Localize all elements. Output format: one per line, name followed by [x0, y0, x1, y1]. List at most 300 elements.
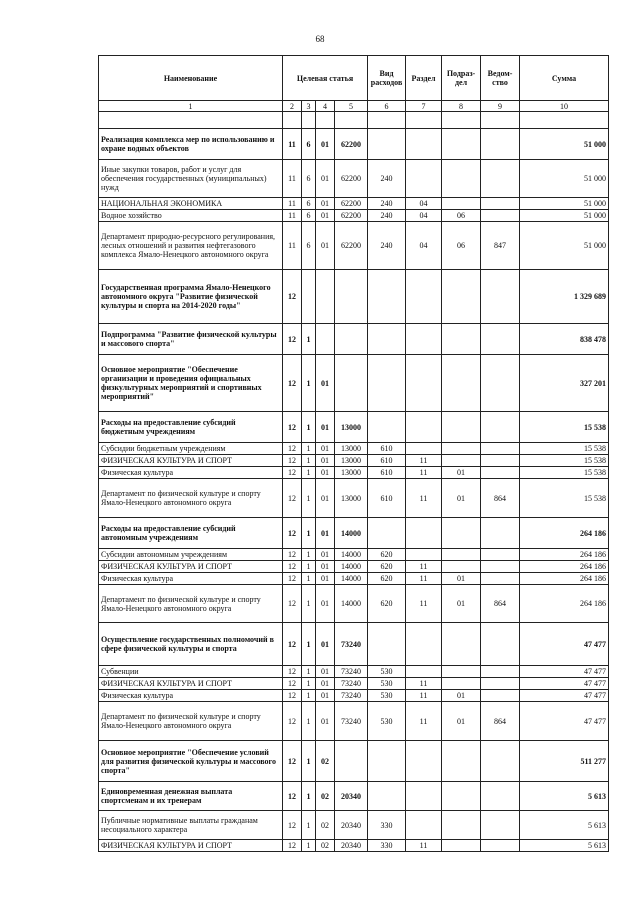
table-row	[99, 840, 609, 852]
section-cell: 11	[406, 702, 442, 741]
expense-type-cell	[368, 782, 406, 811]
target-code-cell: 01	[316, 666, 335, 678]
sum-cell: 327 201	[520, 355, 609, 412]
dept-cell: 864	[481, 479, 520, 518]
target-code-cell: 01	[316, 690, 335, 702]
sum-cell: 47 477	[520, 702, 609, 741]
table-row	[99, 782, 609, 811]
expense-type-cell	[368, 518, 406, 549]
target-code-cell: 73240	[335, 690, 368, 702]
target-code-cell: 01	[316, 479, 335, 518]
index-cell: 5	[335, 101, 368, 112]
dept-cell	[481, 573, 520, 585]
sum-cell: 264 186	[520, 573, 609, 585]
dept-cell: 847	[481, 222, 520, 270]
row-name-cell: Физическая культура	[99, 467, 283, 479]
target-code-cell: 01	[316, 160, 335, 198]
section-cell	[406, 270, 442, 324]
col-header-sum: Сумма	[520, 56, 609, 101]
target-code-cell: 01	[316, 210, 335, 222]
section-cell	[406, 666, 442, 678]
header-row	[99, 56, 609, 101]
subsection-cell	[442, 666, 481, 678]
section-cell	[406, 741, 442, 782]
target-code-cell: 1	[302, 518, 316, 549]
expense-type-cell	[368, 355, 406, 412]
target-code-cell: 6	[302, 129, 316, 160]
subsection-cell: 06	[442, 210, 481, 222]
expense-type-cell	[368, 741, 406, 782]
target-code-cell: 12	[283, 666, 302, 678]
expense-type-cell: 240	[368, 222, 406, 270]
row-name-cell: Расходы на предоставление субсидий бюджетным учреждениям	[99, 412, 283, 443]
target-code-cell: 13000	[335, 412, 368, 443]
expense-type-cell: 240	[368, 160, 406, 198]
col-header-section: Раздел	[406, 56, 442, 101]
row-name-cell: Публичные нормативные выплаты гражданам несоциального характера	[99, 811, 283, 840]
table-row	[99, 270, 609, 324]
target-code-cell	[335, 355, 368, 412]
row-name-cell: Физическая культура	[99, 573, 283, 585]
sum-cell: 838 478	[520, 324, 609, 355]
section-cell: 04	[406, 222, 442, 270]
table-row	[99, 160, 609, 198]
col-header-dept: Ведом-ство	[481, 56, 520, 101]
expense-type-cell: 330	[368, 811, 406, 840]
target-code-cell: 02	[316, 840, 335, 852]
table-body	[99, 129, 609, 852]
table-row	[99, 222, 609, 270]
target-code-cell: 1	[302, 324, 316, 355]
target-code-cell: 01	[316, 129, 335, 160]
sum-cell: 51 000	[520, 210, 609, 222]
table-row	[99, 573, 609, 585]
subsection-cell	[442, 129, 481, 160]
sum-cell: 15 538	[520, 455, 609, 467]
dept-cell: 864	[481, 702, 520, 741]
dept-cell	[481, 467, 520, 479]
target-code-cell	[316, 324, 335, 355]
table-row	[99, 811, 609, 840]
sum-cell: 47 477	[520, 678, 609, 690]
target-code-cell: 62200	[335, 210, 368, 222]
row-name-cell: Департамент по физической культуре и спорту Ямало-Ненецкого автономного округа	[99, 585, 283, 623]
target-code-cell: 11	[283, 210, 302, 222]
section-cell: 11	[406, 585, 442, 623]
index-cell: 10	[520, 101, 609, 112]
dept-cell	[481, 549, 520, 561]
sum-cell: 264 186	[520, 561, 609, 573]
dept-cell	[481, 666, 520, 678]
target-code-cell: 01	[316, 702, 335, 741]
section-cell: 11	[406, 561, 442, 573]
sum-cell: 51 000	[520, 198, 609, 210]
subsection-cell	[442, 455, 481, 467]
target-code-cell: 1	[302, 479, 316, 518]
target-code-cell	[335, 741, 368, 782]
table-row	[99, 518, 609, 549]
section-cell	[406, 324, 442, 355]
target-code-cell: 12	[283, 549, 302, 561]
target-code-cell: 73240	[335, 702, 368, 741]
target-code-cell: 12	[283, 455, 302, 467]
subsection-cell	[442, 198, 481, 210]
sum-cell: 5 613	[520, 782, 609, 811]
index-cell: 3	[302, 101, 316, 112]
target-code-cell	[316, 270, 335, 324]
sum-cell: 264 186	[520, 518, 609, 549]
target-code-cell: 11	[283, 160, 302, 198]
target-code-cell: 12	[283, 479, 302, 518]
index-cell: 7	[406, 101, 442, 112]
row-name-cell: Субсидии бюджетным учреждениям	[99, 443, 283, 455]
dept-cell	[481, 561, 520, 573]
target-code-cell: 14000	[335, 573, 368, 585]
expense-type-cell: 610	[368, 443, 406, 455]
section-cell: 04	[406, 210, 442, 222]
dept-cell	[481, 840, 520, 852]
target-code-cell: 01	[316, 549, 335, 561]
target-code-cell: 1	[302, 443, 316, 455]
col-header-expense: Вид расходов	[368, 56, 406, 101]
sum-cell: 15 538	[520, 467, 609, 479]
target-code-cell: 01	[316, 585, 335, 623]
col-header-name: Наименование	[99, 56, 283, 101]
target-code-cell: 6	[302, 210, 316, 222]
table-row	[99, 623, 609, 666]
row-name-cell: ФИЗИЧЕСКАЯ КУЛЬТУРА И СПОРТ	[99, 840, 283, 852]
table-row	[99, 678, 609, 690]
target-code-cell: 01	[316, 355, 335, 412]
sum-cell: 1 329 689	[520, 270, 609, 324]
section-cell: 11	[406, 690, 442, 702]
target-code-cell: 12	[283, 324, 302, 355]
dept-cell	[481, 455, 520, 467]
target-code-cell: 1	[302, 585, 316, 623]
subsection-cell	[442, 741, 481, 782]
subsection-cell	[442, 518, 481, 549]
row-name-cell: Водное хозяйство	[99, 210, 283, 222]
section-cell: 04	[406, 198, 442, 210]
section-cell: 11	[406, 479, 442, 518]
row-name-cell: Субвенции	[99, 666, 283, 678]
section-cell	[406, 160, 442, 198]
target-code-cell: 1	[302, 561, 316, 573]
target-code-cell: 14000	[335, 549, 368, 561]
target-code-cell: 01	[316, 678, 335, 690]
table-row	[99, 443, 609, 455]
row-name-cell: НАЦИОНАЛЬНАЯ ЭКОНОМИКА	[99, 198, 283, 210]
target-code-cell: 01	[316, 518, 335, 549]
dept-cell	[481, 270, 520, 324]
target-code-cell: 14000	[335, 518, 368, 549]
dept-cell	[481, 324, 520, 355]
target-code-cell: 12	[283, 811, 302, 840]
row-name-cell: Подпрограмма "Развитие физической культуры и массового спорта"	[99, 324, 283, 355]
target-code-cell: 6	[302, 160, 316, 198]
section-cell	[406, 811, 442, 840]
target-code-cell: 73240	[335, 666, 368, 678]
dept-cell	[481, 198, 520, 210]
expense-type-cell: 530	[368, 702, 406, 741]
expense-type-cell	[368, 270, 406, 324]
target-code-cell: 12	[283, 782, 302, 811]
expense-type-cell: 330	[368, 840, 406, 852]
dept-cell: 864	[481, 585, 520, 623]
target-code-cell: 01	[316, 455, 335, 467]
subsection-cell: 01	[442, 585, 481, 623]
dept-cell	[481, 741, 520, 782]
dept-cell	[481, 443, 520, 455]
row-name-cell: Основное мероприятие "Обеспечение условий для развития физической культуры и массового спорта"	[99, 741, 283, 782]
section-cell: 11	[406, 455, 442, 467]
spacer-row	[99, 112, 609, 129]
target-code-cell: 12	[283, 690, 302, 702]
target-code-cell: 73240	[335, 623, 368, 666]
dept-cell	[481, 811, 520, 840]
row-name-cell: Иные закупки товаров, работ и услуг для обеспечения государственных (муниципальных) нужд	[99, 160, 283, 198]
subsection-cell	[442, 270, 481, 324]
target-code-cell: 1	[302, 811, 316, 840]
index-cell: 6	[368, 101, 406, 112]
section-cell	[406, 623, 442, 666]
target-code-cell: 01	[316, 412, 335, 443]
target-code-cell: 12	[283, 412, 302, 443]
sum-cell: 47 477	[520, 690, 609, 702]
subsection-cell	[442, 782, 481, 811]
sum-cell: 47 477	[520, 623, 609, 666]
section-cell: 11	[406, 840, 442, 852]
target-code-cell: 1	[302, 702, 316, 741]
expense-type-cell: 610	[368, 455, 406, 467]
target-code-cell: 1	[302, 840, 316, 852]
target-code-cell: 12	[283, 741, 302, 782]
index-cell: 1	[99, 101, 283, 112]
target-code-cell: 11	[283, 129, 302, 160]
subsection-cell	[442, 811, 481, 840]
subsection-cell: 01	[442, 690, 481, 702]
sum-cell: 47 477	[520, 666, 609, 678]
dept-cell	[481, 782, 520, 811]
subsection-cell: 01	[442, 573, 481, 585]
row-name-cell: ФИЗИЧЕСКАЯ КУЛЬТУРА И СПОРТ	[99, 678, 283, 690]
target-code-cell: 13000	[335, 443, 368, 455]
target-code-cell: 12	[283, 561, 302, 573]
target-code-cell: 12	[283, 702, 302, 741]
target-code-cell: 12	[283, 678, 302, 690]
section-cell	[406, 412, 442, 443]
sum-cell: 5 613	[520, 840, 609, 852]
target-code-cell: 1	[302, 355, 316, 412]
section-cell	[406, 782, 442, 811]
budget-table	[98, 55, 609, 852]
index-row	[99, 101, 609, 112]
target-code-cell: 6	[302, 198, 316, 210]
sum-cell: 51 000	[520, 222, 609, 270]
expense-type-cell: 620	[368, 549, 406, 561]
expense-type-cell: 610	[368, 479, 406, 518]
row-name-cell: Государственная программа Ямало-Ненецкого автономного округа "Развитие физической культуры и спорта на 2014-2020 годы"	[99, 270, 283, 324]
row-name-cell: Расходы на предоставление субсидий автономным учреждениям	[99, 518, 283, 549]
section-cell: 11	[406, 678, 442, 690]
table-row	[99, 198, 609, 210]
target-code-cell: 13000	[335, 467, 368, 479]
subsection-cell: 06	[442, 222, 481, 270]
table-row	[99, 129, 609, 160]
expense-type-cell	[368, 412, 406, 443]
sum-cell: 264 186	[520, 549, 609, 561]
target-code-cell: 12	[283, 355, 302, 412]
target-code-cell: 12	[283, 467, 302, 479]
subsection-cell	[442, 412, 481, 443]
expense-type-cell: 530	[368, 666, 406, 678]
target-code-cell: 62200	[335, 129, 368, 160]
index-cell: 4	[316, 101, 335, 112]
target-code-cell: 12	[283, 443, 302, 455]
sum-cell: 51 000	[520, 129, 609, 160]
subsection-cell	[442, 324, 481, 355]
target-code-cell: 1	[302, 690, 316, 702]
target-code-cell: 12	[283, 518, 302, 549]
section-cell	[406, 549, 442, 561]
target-code-cell: 1	[302, 678, 316, 690]
target-code-cell: 62200	[335, 160, 368, 198]
target-code-cell: 1	[302, 455, 316, 467]
target-code-cell: 62200	[335, 222, 368, 270]
target-code-cell: 11	[283, 222, 302, 270]
table-row	[99, 355, 609, 412]
target-code-cell	[335, 270, 368, 324]
target-code-cell: 1	[302, 782, 316, 811]
dept-cell	[481, 518, 520, 549]
target-code-cell: 12	[283, 585, 302, 623]
target-code-cell: 20340	[335, 840, 368, 852]
subsection-cell	[442, 355, 481, 412]
target-code-cell: 13000	[335, 455, 368, 467]
index-cell: 8	[442, 101, 481, 112]
col-header-subsection: Подраз-дел	[442, 56, 481, 101]
target-code-cell: 01	[316, 222, 335, 270]
table-row	[99, 467, 609, 479]
row-name-cell: Департамент природно-ресурсного регулирования, лесных отношений и развития нефтегазового комплекса Ямало-Ненецкого автономного округа	[99, 222, 283, 270]
target-code-cell: 02	[316, 811, 335, 840]
subsection-cell: 01	[442, 479, 481, 518]
row-name-cell: Осуществление государственных полномочий в сфере физической культуры и спорта	[99, 623, 283, 666]
dept-cell	[481, 160, 520, 198]
target-code-cell: 12	[283, 623, 302, 666]
target-code-cell: 1	[302, 549, 316, 561]
target-code-cell: 1	[302, 741, 316, 782]
table-row	[99, 324, 609, 355]
table-row	[99, 741, 609, 782]
table-row	[99, 479, 609, 518]
target-code-cell: 1	[302, 573, 316, 585]
target-code-cell: 62200	[335, 198, 368, 210]
expense-type-cell: 620	[368, 561, 406, 573]
target-code-cell: 02	[316, 782, 335, 811]
sum-cell: 15 538	[520, 479, 609, 518]
section-cell: 11	[406, 467, 442, 479]
subsection-cell	[442, 840, 481, 852]
target-code-cell: 11	[283, 198, 302, 210]
section-cell	[406, 129, 442, 160]
target-code-cell: 20340	[335, 782, 368, 811]
expense-type-cell	[368, 623, 406, 666]
subsection-cell	[442, 549, 481, 561]
target-code-cell	[302, 270, 316, 324]
row-name-cell: Физическая культура	[99, 690, 283, 702]
table-row	[99, 561, 609, 573]
row-name-cell: Субсидии автономным учреждениям	[99, 549, 283, 561]
sum-cell: 511 277	[520, 741, 609, 782]
target-code-cell: 1	[302, 666, 316, 678]
subsection-cell	[442, 623, 481, 666]
subsection-cell: 01	[442, 467, 481, 479]
section-cell	[406, 518, 442, 549]
target-code-cell: 12	[283, 840, 302, 852]
target-code-cell: 01	[316, 198, 335, 210]
row-name-cell: Единовременная денежная выплата спортсменам и их тренерам	[99, 782, 283, 811]
target-code-cell: 02	[316, 741, 335, 782]
table-row	[99, 666, 609, 678]
dept-cell	[481, 355, 520, 412]
table-row	[99, 455, 609, 467]
table-row	[99, 690, 609, 702]
target-code-cell: 01	[316, 623, 335, 666]
target-code-cell: 01	[316, 467, 335, 479]
section-cell	[406, 355, 442, 412]
sum-cell: 264 186	[520, 585, 609, 623]
table-row	[99, 210, 609, 222]
table-row	[99, 549, 609, 561]
target-code-cell: 1	[302, 467, 316, 479]
row-name-cell: ФИЗИЧЕСКАЯ КУЛЬТУРА И СПОРТ	[99, 455, 283, 467]
expense-type-cell: 240	[368, 198, 406, 210]
expense-type-cell: 530	[368, 690, 406, 702]
target-code-cell: 13000	[335, 479, 368, 518]
expense-type-cell	[368, 324, 406, 355]
expense-type-cell: 530	[368, 678, 406, 690]
subsection-cell	[442, 443, 481, 455]
target-code-cell: 73240	[335, 678, 368, 690]
sum-cell: 5 613	[520, 811, 609, 840]
target-code-cell: 1	[302, 412, 316, 443]
target-code-cell: 01	[316, 443, 335, 455]
target-code-cell: 14000	[335, 585, 368, 623]
row-name-cell: Реализация комплекса мер по использованию и охране водных объектов	[99, 129, 283, 160]
dept-cell	[481, 623, 520, 666]
col-header-target: Целевая статья	[283, 56, 368, 101]
dept-cell	[481, 678, 520, 690]
table-row	[99, 585, 609, 623]
index-cell: 2	[283, 101, 302, 112]
section-cell: 11	[406, 573, 442, 585]
target-code-cell: 01	[316, 561, 335, 573]
target-code-cell	[335, 324, 368, 355]
row-name-cell: Департамент по физической культуре и спорту Ямало-Ненецкого автономного округа	[99, 479, 283, 518]
expense-type-cell: 240	[368, 210, 406, 222]
subsection-cell	[442, 160, 481, 198]
expense-type-cell	[368, 129, 406, 160]
expense-type-cell: 620	[368, 585, 406, 623]
subsection-cell: 01	[442, 702, 481, 741]
dept-cell	[481, 412, 520, 443]
expense-type-cell: 610	[368, 467, 406, 479]
expense-type-cell: 620	[368, 573, 406, 585]
target-code-cell: 12	[283, 573, 302, 585]
sum-cell: 15 538	[520, 443, 609, 455]
target-code-cell: 12	[283, 270, 302, 324]
